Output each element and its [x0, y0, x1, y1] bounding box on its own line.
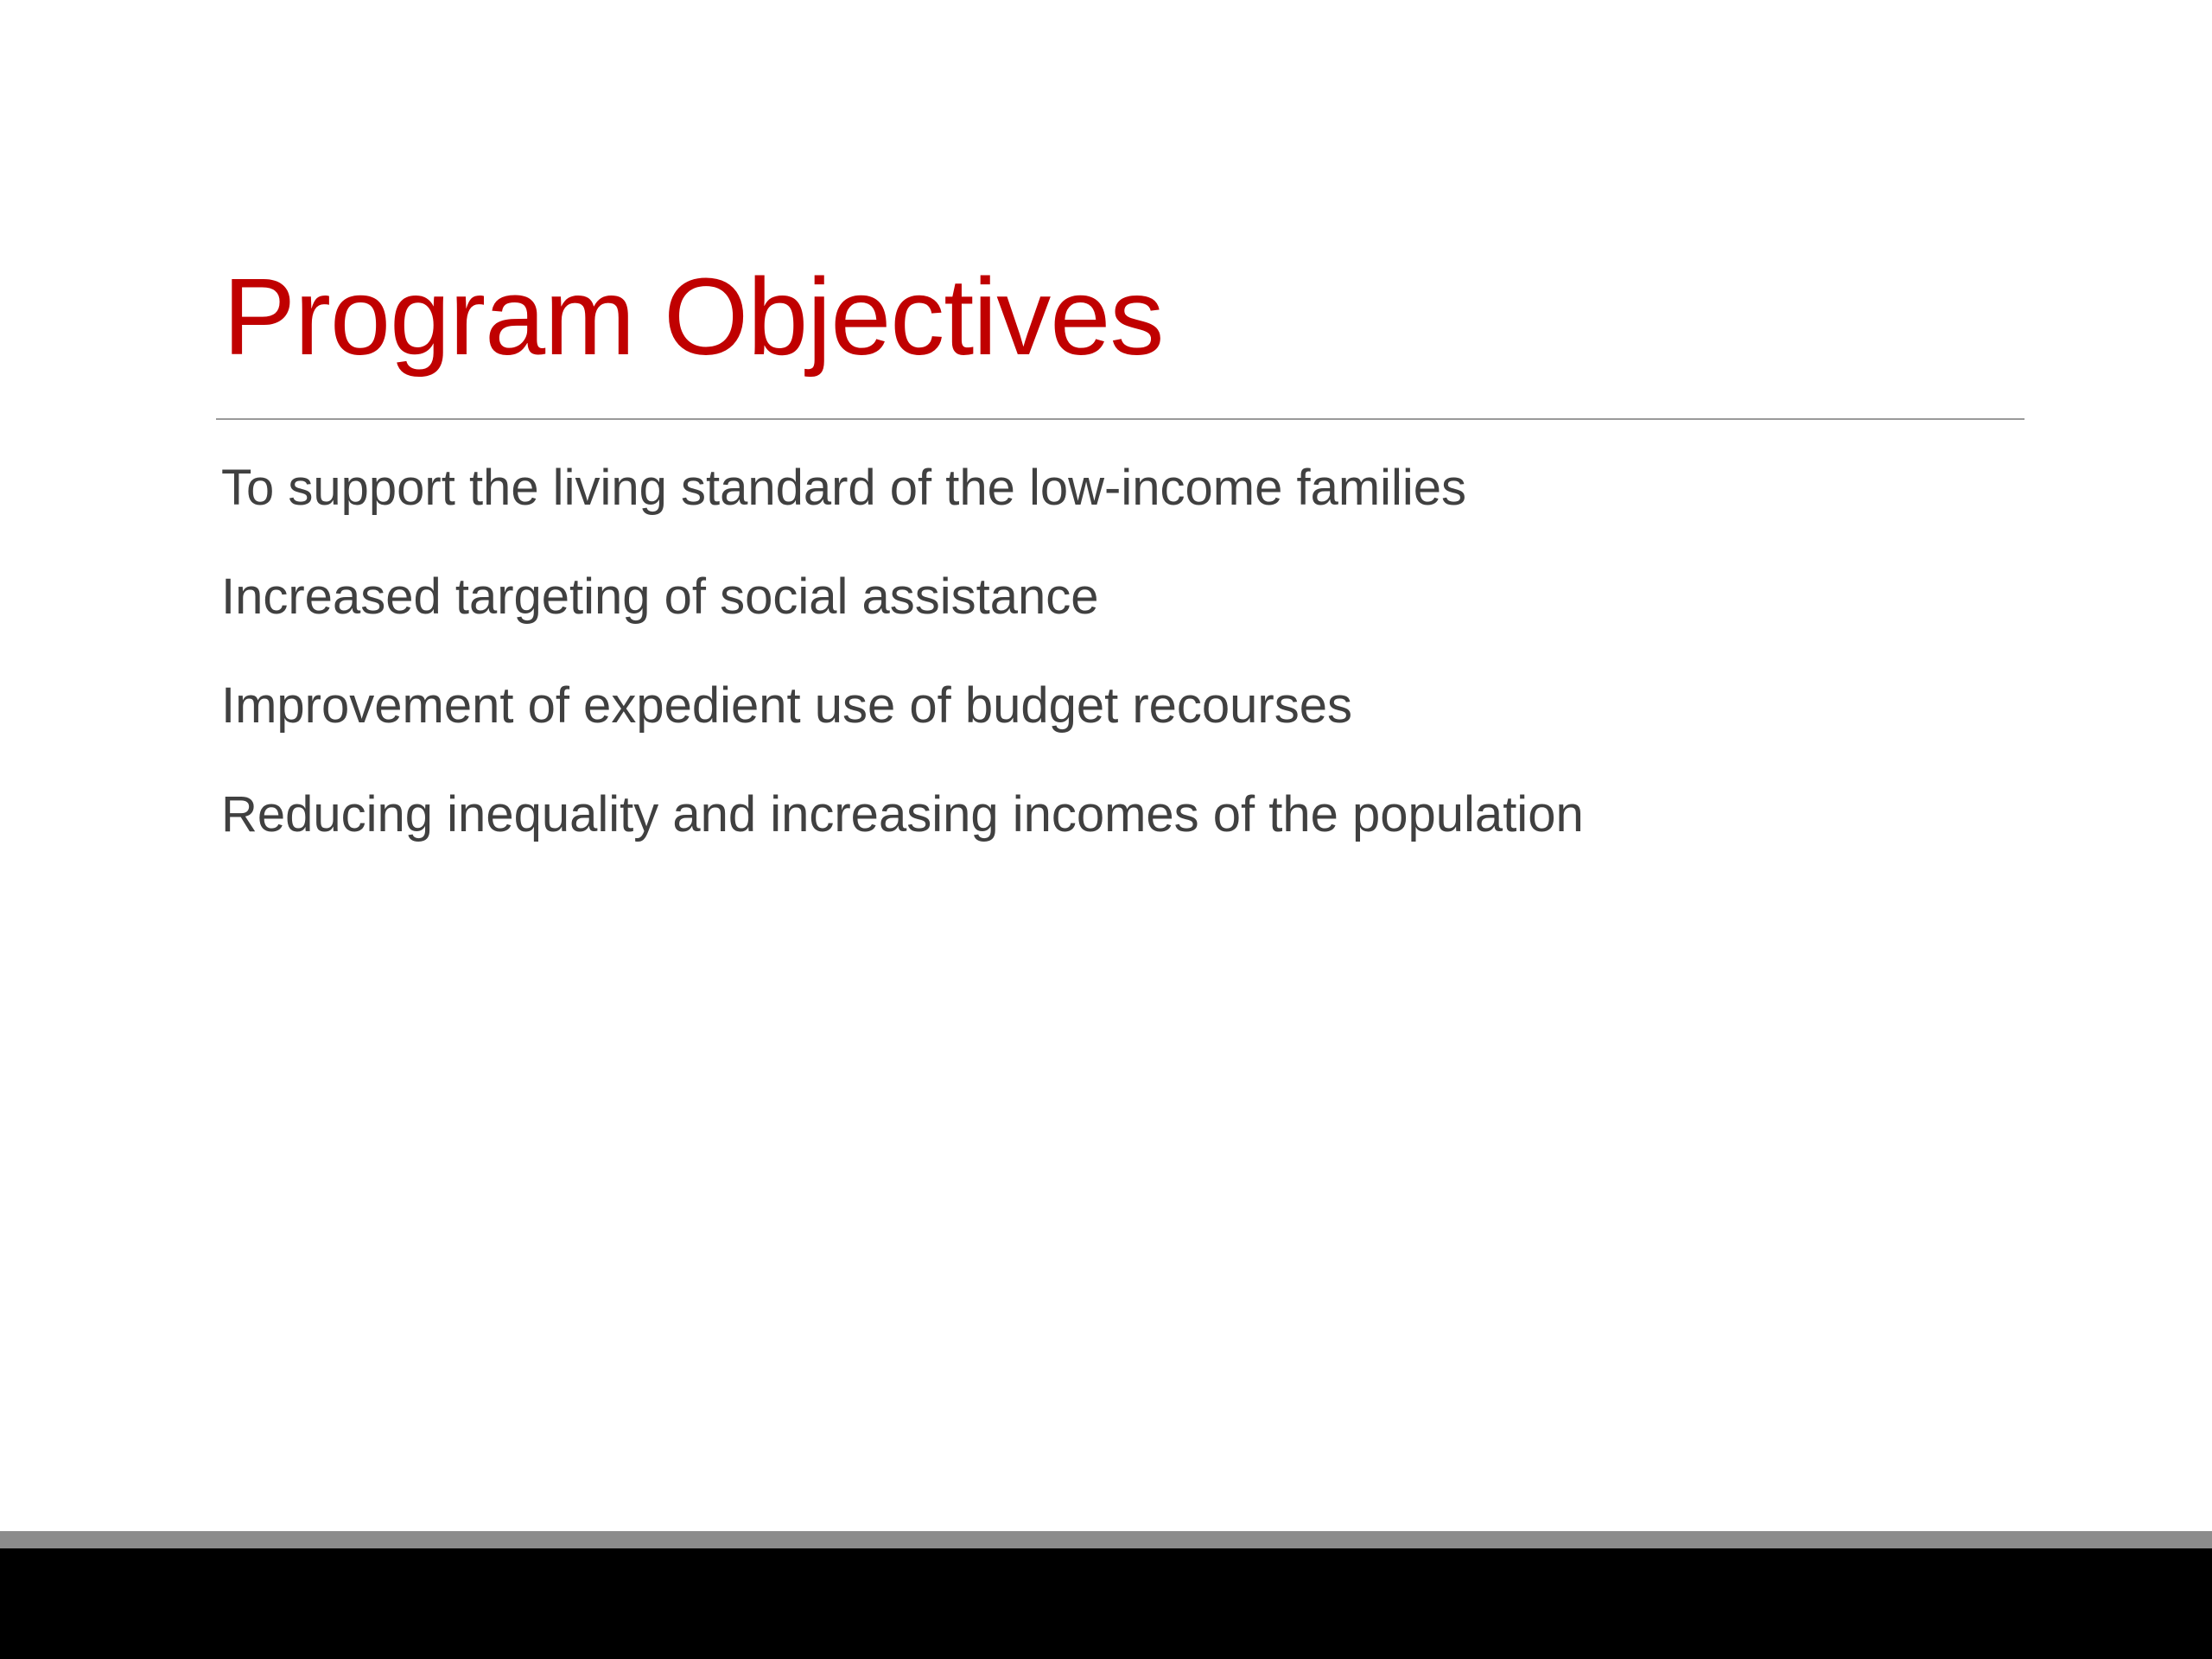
objective-item: Reducing inequality and increasing incomes of the population: [221, 786, 1584, 842]
objective-item: Increased targeting of social assistance: [221, 569, 1099, 625]
objectives-list: [221, 449, 1584, 885]
title-divider: [216, 418, 2024, 420]
objective-item: To support the living standard of the low-income families: [221, 460, 1467, 516]
footer-gray-band: [0, 1531, 2212, 1548]
objective-item: Improvement of expedient use of budget recourses: [221, 677, 1352, 734]
footer-black-bar: [0, 1548, 2212, 1659]
slide-title: Program Objectives: [223, 256, 1164, 378]
